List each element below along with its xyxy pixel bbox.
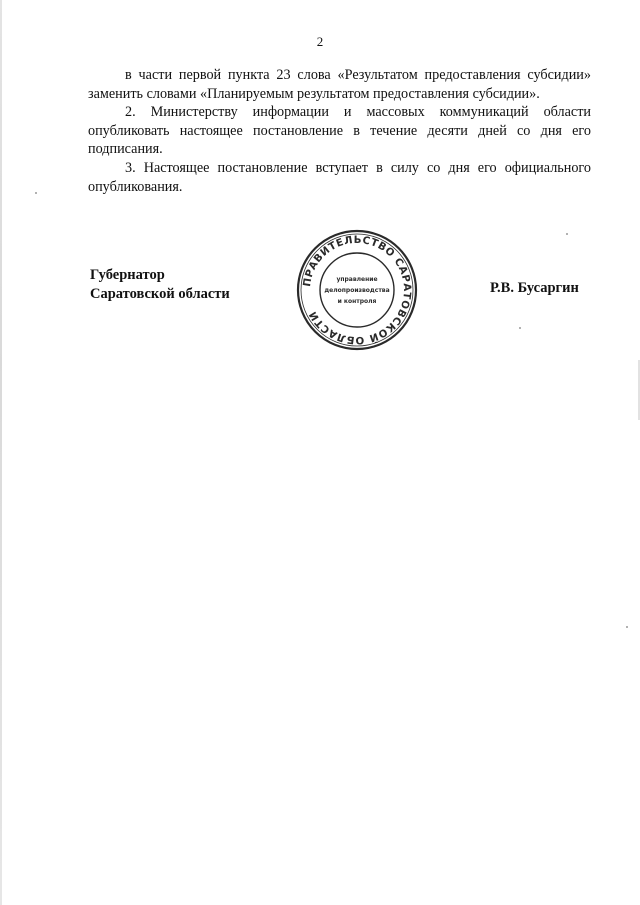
- seal-stamp-icon: [295, 228, 419, 352]
- official-seal: [295, 228, 419, 352]
- scan-speck: [566, 233, 568, 235]
- paragraph-clause-2: 2. Министерству информации и массовых коммуникаций области опубликовать настоящее постановление в течение десяти дней со дня его подписания.: [88, 104, 591, 158]
- scan-speck: [626, 626, 628, 628]
- seal-ring-text: ПРАВИТЕЛЬСТВО САРАТОВСКОЙ ОБЛАСТИ: [301, 234, 413, 346]
- paragraph-amendment: в части первой пункта 23 слова «Результатом предоставления субсидии» заменить словами «Планируемым результатом предоставления субсидии».: [88, 67, 591, 102]
- signatory-name: Р.В. Бусаргин: [490, 280, 579, 296]
- page-number: 2: [316, 34, 324, 49]
- scan-speck: [519, 327, 521, 329]
- scan-edge-left: [0, 0, 2, 905]
- signatory-title-line-1: Губернатор: [90, 267, 165, 283]
- signatory-title: [90, 266, 230, 304]
- seal-center-line-1: управление: [336, 276, 378, 283]
- seal-center-line-2: делопроизводства: [324, 287, 390, 294]
- paragraph-clause-3: 3. Настоящее постановление вступает в силу со дня его официального опубликования.: [88, 159, 591, 195]
- seal-center-line-3: и контроля: [337, 298, 377, 305]
- scan-speck: [35, 192, 37, 194]
- signatory-title-line-2: Саратовской области: [90, 286, 230, 302]
- document-body: [88, 66, 591, 196]
